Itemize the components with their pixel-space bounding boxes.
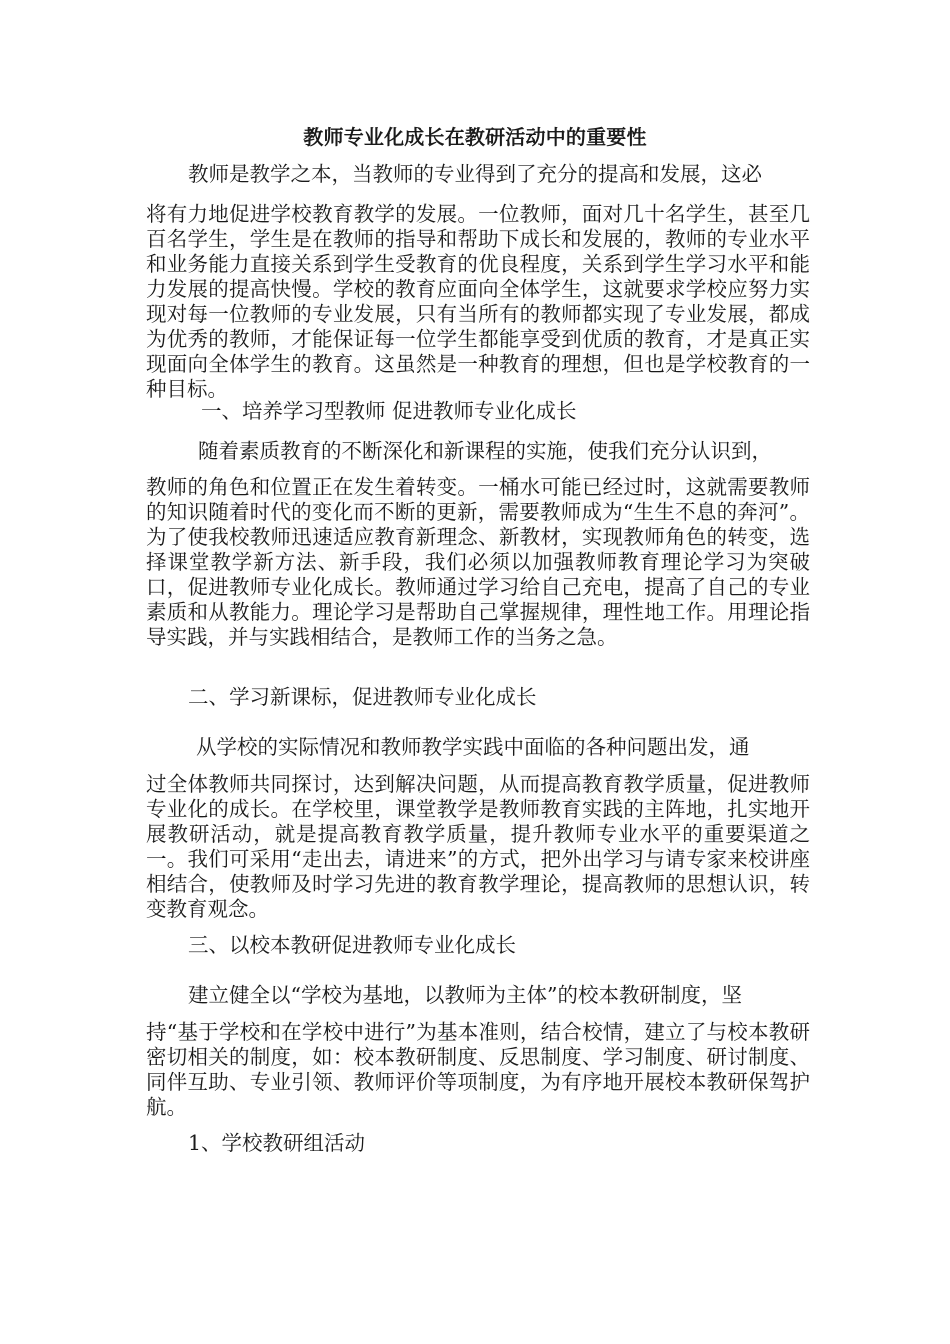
section1-first-line: 随着素质教育的不断深化和新课程的实施，使我们充分认识到， — [198, 439, 772, 463]
document-title: 教师专业化成长在教研活动中的重要性 — [303, 125, 647, 149]
subsection1-heading: 1、学校教研组活动 — [188, 1131, 366, 1155]
section3-heading: 三、以校本教研促进教师专业化成长 — [188, 933, 516, 957]
section1-paragraph: 教师的角色和位置正在发生着转变。一桶水可能已经过时，这就需要教师的知识随着时代的变化而不断的更新，需要教师成为“生生不息的奔河”。为了使我校教师迅速适应教育新理念、新教材，实现教师角色的转变，选择课堂教学新方法、新手段，我们必须以加强教师教育理论学习为突破口，促进教师专业化成长。教师通过学习给自己充电，提高了自己的专业素质和从教能力。理论学习是帮助自己掌握规律，理性地工作。用理论指导实践，并与实践相结合，是教师工作的当务之急。 — [146, 475, 810, 649]
section3-paragraph: 持“基于学校和在学校中进行”为基本准则，结合校情，建立了与校本教研密切相关的制度，如：校本教研制度、反思制度、学习制度、研讨制度、同伴互助、专业引领、教师评价等项制度，为有序地开展校本教研保驾护航。 — [146, 1020, 810, 1119]
section2-heading: 二、学习新课标，促进教师专业化成长 — [188, 685, 537, 709]
section3-first-line: 建立健全以“学校为基地，以教师为主体”的校本教研制度，坚 — [188, 983, 742, 1007]
section2-paragraph: 过全体教师共同探讨，达到解决问题，从而提高教育教学质量，促进教师专业化的成长。在学校里，课堂教学是教师教育实践的主阵地，扎实地开展教研活动，就是提高教育教学质量，提升教师专业水平的重要渠道之一。我们可采用“走出去，请进来”的方式，把外出学习与请专家来校讲座相结合，使教师及时学习先进的教育教学理论，提高教师的思想认识，转变教育观念。 — [146, 772, 810, 921]
section1-heading: 一、培养学习型教师 促进教师专业化成长 — [201, 399, 577, 423]
intro-first-line: 教师是教学之本，当教师的专业得到了充分的提高和发展，这必 — [188, 162, 762, 186]
section2-first-line: 从学校的实际情况和教师教学实践中面临的各种问题出发，通 — [196, 735, 750, 759]
intro-paragraph: 将有力地促进学校教育教学的发展。一位教师，面对几十名学生，甚至几百名学生，学生是在教师的指导和帮助下成长和发展的，教师的专业水平和业务能力直接关系到学生受教育的优良程度，关系到学生学习水平和能力发展的提高快慢。学校的教育应面向全体学生，这就要求学校应努力实现对每一位教师的专业发展，只有当所有的教师都实现了专业发展，都成为优秀的教师，才能保证每一位学生都能享受到优质的教育，才是真正实现面向全体学生的教育。这虽然是一种教育的理想，但也是学校教育的一种目标。 — [146, 202, 810, 401]
